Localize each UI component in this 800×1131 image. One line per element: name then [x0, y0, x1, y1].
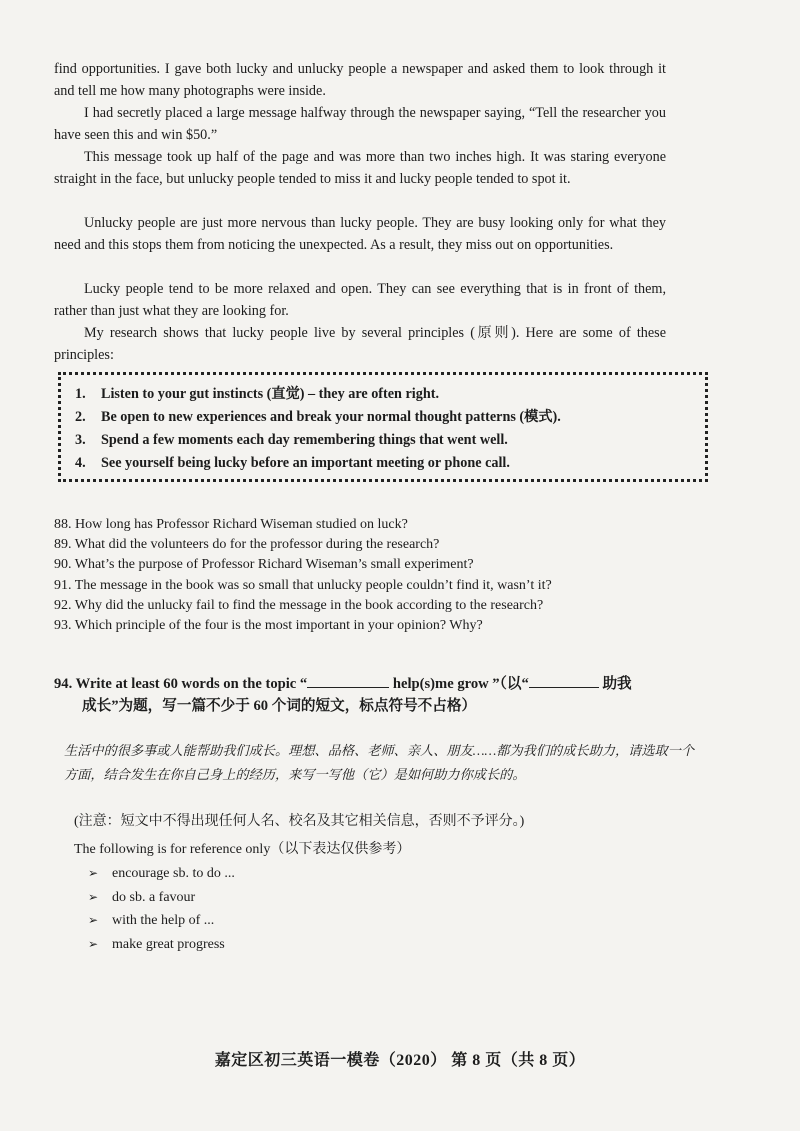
passage-paragraph-2: I had secretly placed a large message halfway through the newspaper saying, “Tell the researcher you have seen this and win $50.” — [54, 105, 666, 143]
phrase-item — [88, 862, 235, 886]
passage-paragraph-5: Lucky people tend to be more relaxed and open. They can see everything that is in front of them, rather than just what they are looking for. — [54, 281, 666, 319]
phrase-text: with the help of ... — [112, 913, 215, 928]
writing-note: (注意：短文中不得出现任何人名、校名及其它相关信息，否则不予评分。) — [74, 814, 525, 829]
passage-paragraph-1: find opportunities. I gave both lucky and unlucky people a newspaper and asked them to look through it and tell me how many photographs were inside. — [54, 61, 666, 99]
principle-number: 3. — [75, 432, 86, 448]
writing-task-heading — [54, 673, 674, 717]
phrase-item — [88, 909, 235, 933]
phrase-text: make great progress — [112, 936, 225, 952]
arrow-bullet-icon: ➢ — [88, 866, 99, 880]
reference-label: The following is for reference only（以下表达仅供参考） — [74, 842, 411, 857]
principle-number: 2. — [75, 409, 86, 425]
question-89: 89. What did the volunteers do for the professor during the research? — [54, 537, 440, 553]
question-92: 92. Why did the unlucky fail to find the message in the book according to the research? — [54, 597, 544, 613]
passage-paragraph-6: My research shows that lucky people live by several principles (原则). Here are some of these principles: — [54, 325, 666, 363]
principle-number: 1. — [75, 386, 86, 402]
question-93: 93. Which principle of the four is the most important in your opinion? Why? — [54, 618, 483, 634]
passage-paragraph-4: Unlucky people are just more nervous than lucky people. They are busy looking only for what they need and this stops them from noticing the unexpected. As a result, they miss out on opportunities. — [54, 215, 666, 253]
arrow-bullet-icon: ➢ — [88, 913, 99, 927]
principle-text: Listen to your gut instincts (直觉) – they are often right. — [101, 386, 439, 402]
writing-instruction-line: 成长”为题，写一篇不少于 60 个词的短文，标点符号不占格） — [82, 698, 477, 714]
page-footer: 嘉定区初三英语一模卷（2020） 第 8 页（共 8 页） — [214, 1052, 586, 1069]
principle-item — [75, 406, 561, 429]
principle-item — [75, 429, 561, 452]
arrow-bullet-icon: ➢ — [88, 936, 99, 951]
principle-item — [75, 452, 561, 475]
topic-blank-chinese — [529, 673, 599, 688]
reference-phrases — [88, 862, 235, 956]
phrase-text: encourage sb. to do ... — [112, 866, 235, 881]
principle-text: Spend a few moments each day remembering things that went well. — [101, 432, 508, 448]
writing-suffix: 助我 — [598, 676, 632, 692]
principle-number: 4. — [75, 455, 86, 471]
writing-prefix: 94. Write at least 60 words on the topic “ — [54, 676, 308, 692]
principle-text: Be open to new experiences and break your normal thought patterns (模式). — [101, 409, 561, 425]
questions-list — [54, 515, 552, 636]
phrase-item — [88, 933, 235, 957]
passage-paragraph-3: This message took up half of the page and was more than two inches high. It was staring everyone straight in the face, but unlucky people tended to miss it and lucky people tended to spot it. — [54, 149, 666, 187]
question-88: 88. How long has Professor Richard Wiseman studied on luck? — [54, 517, 408, 532]
topic-blank — [307, 673, 389, 688]
phrase-item — [88, 886, 235, 910]
principle-text: See yourself being lucky before an important meeting or phone call. — [101, 455, 510, 471]
arrow-bullet-icon: ➢ — [88, 889, 99, 904]
writing-middle: help(s)me grow ”（以“ — [389, 676, 529, 692]
question-91: 91. The message in the book was so small that unlucky people couldn’t find it, wasn’t it? — [54, 577, 552, 593]
question-90: 90. What’s the purpose of Professor Richard Wiseman’s small experiment? — [54, 557, 474, 573]
chinese-prompt: 生活中的很多事或人能帮助我们成长。理想、品格、老师、亲人、朋友……都为我们的成长助力，请选取一个方面，结合发生在你自己身上的经历，来写一写他（它）是如何助力你成长的。 — [64, 743, 695, 782]
principle-item — [75, 383, 561, 406]
principles-list — [75, 383, 561, 475]
principles-box — [58, 372, 708, 482]
phrase-text: do sb. a favour — [112, 889, 196, 905]
